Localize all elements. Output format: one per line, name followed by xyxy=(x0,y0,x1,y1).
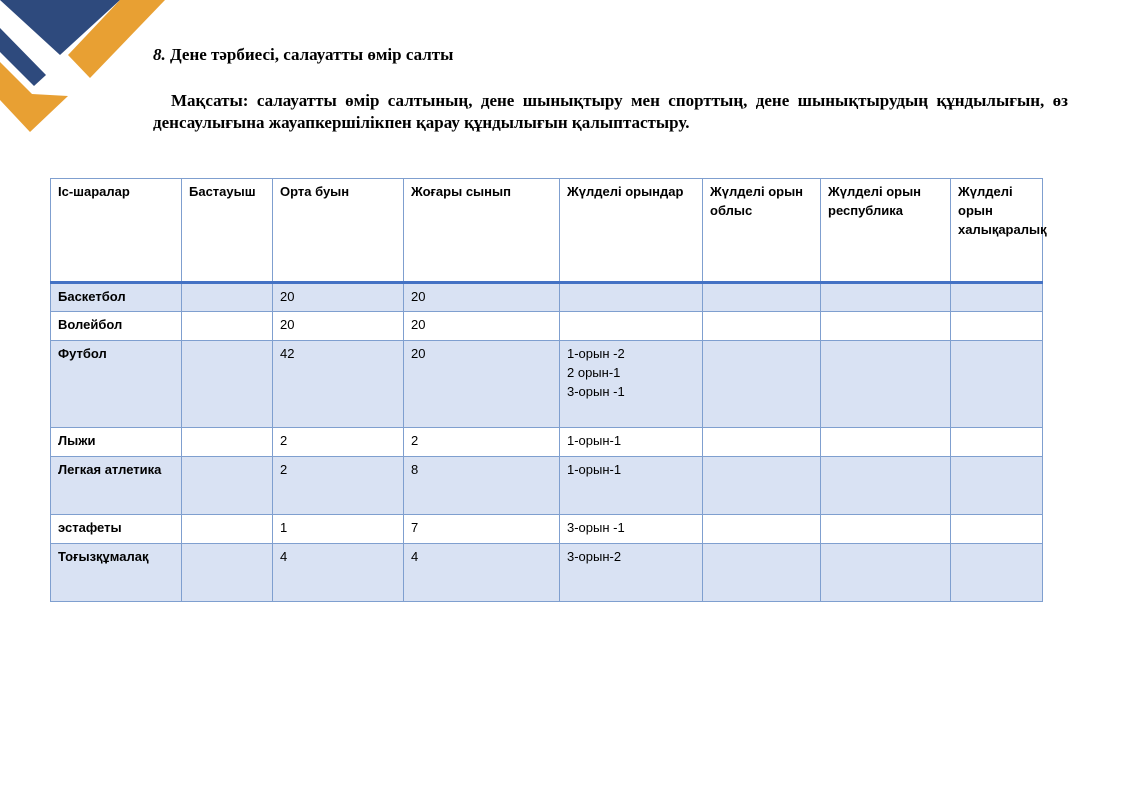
prize-line: 1-орын-1 xyxy=(567,433,622,448)
primary-cell xyxy=(182,341,273,428)
senior-cell: 20 xyxy=(404,283,560,312)
event-name: Лыжи xyxy=(51,428,182,457)
prize-line: 3-орын -1 xyxy=(567,384,625,399)
region-cell xyxy=(703,341,821,428)
table-row xyxy=(51,428,1043,457)
republic-cell xyxy=(821,428,951,457)
international-cell xyxy=(951,283,1043,312)
middle-cell: 4 xyxy=(273,544,404,602)
table-row xyxy=(51,312,1043,341)
international-cell xyxy=(951,457,1043,515)
senior-cell: 4 xyxy=(404,544,560,602)
goal-paragraph xyxy=(153,90,1068,134)
international-cell xyxy=(951,428,1043,457)
col-header-international: Жүлделі орын халықаралық xyxy=(951,179,1043,283)
republic-cell xyxy=(821,341,951,428)
primary-cell xyxy=(182,312,273,341)
middle-cell: 42 xyxy=(273,341,404,428)
prize-line: 1-орын-1 xyxy=(567,462,622,477)
col-header-republic: Жүлделі орын республика xyxy=(821,179,951,283)
table-row xyxy=(51,341,1043,428)
prize-line: 1-орын -2 xyxy=(567,346,625,361)
section-number: 8. xyxy=(153,45,166,64)
primary-cell xyxy=(182,283,273,312)
prizes-cell xyxy=(560,341,703,428)
event-name: Легкая атлетика xyxy=(51,457,182,515)
event-name: Волейбол xyxy=(51,312,182,341)
col-header-senior: Жоғары сынып xyxy=(404,179,560,283)
prizes-cell xyxy=(560,457,703,515)
table-row xyxy=(51,544,1043,602)
senior-cell: 7 xyxy=(404,515,560,544)
prizes-cell xyxy=(560,515,703,544)
table-row xyxy=(51,457,1043,515)
senior-cell: 8 xyxy=(404,457,560,515)
middle-cell: 2 xyxy=(273,457,404,515)
region-cell xyxy=(703,457,821,515)
prizes-cell xyxy=(560,283,703,312)
corner-decoration xyxy=(0,0,170,140)
middle-cell: 1 xyxy=(273,515,404,544)
col-header-region: Жүлделі орын облыс xyxy=(703,179,821,283)
international-cell xyxy=(951,544,1043,602)
middle-cell: 20 xyxy=(273,312,404,341)
senior-cell: 2 xyxy=(404,428,560,457)
col-header-prizes: Жүлделі орындар xyxy=(560,179,703,283)
prize-line: 3-орын -1 xyxy=(567,520,625,535)
col-header-primary: Бастауыш xyxy=(182,179,273,283)
sports-results-table xyxy=(50,178,1047,602)
col-header-middle: Орта буын xyxy=(273,179,404,283)
event-name: эстафеты xyxy=(51,515,182,544)
prize-line: 3-орын-2 xyxy=(567,549,622,564)
republic-cell xyxy=(821,544,951,602)
international-cell xyxy=(951,515,1043,544)
senior-cell: 20 xyxy=(404,341,560,428)
region-cell xyxy=(703,428,821,457)
prizes-cell xyxy=(560,544,703,602)
primary-cell xyxy=(182,544,273,602)
international-cell xyxy=(951,341,1043,428)
primary-cell xyxy=(182,515,273,544)
international-cell xyxy=(951,312,1043,341)
event-name: Футбол xyxy=(51,341,182,428)
region-cell xyxy=(703,515,821,544)
region-cell xyxy=(703,544,821,602)
middle-cell: 20 xyxy=(273,283,404,312)
prizes-cell xyxy=(560,312,703,341)
republic-cell xyxy=(821,457,951,515)
goal-text: салауатты өмір салтының, дене шынықтыру мен спорттың, дене шынықтырудың құндылығын, өз денсаулығына жауапкершілікпен қарау құндылығын қалыптастыру. xyxy=(153,91,1069,132)
prize-line: 2 орын-1 xyxy=(567,365,621,380)
republic-cell xyxy=(821,515,951,544)
senior-cell: 20 xyxy=(404,312,560,341)
event-name: Баскетбол xyxy=(51,283,182,312)
prizes-cell xyxy=(560,428,703,457)
section-heading xyxy=(153,45,453,65)
section-title: Дене тәрбиесі, салауатты өмір салты xyxy=(170,45,454,64)
republic-cell xyxy=(821,312,951,341)
table-header-row xyxy=(51,179,1043,283)
region-cell xyxy=(703,312,821,341)
primary-cell xyxy=(182,457,273,515)
goal-label: Мақсаты: xyxy=(171,91,249,110)
event-name: Тоғызқұмалақ xyxy=(51,544,182,602)
middle-cell: 2 xyxy=(273,428,404,457)
table-row xyxy=(51,283,1043,312)
region-cell xyxy=(703,283,821,312)
table-row xyxy=(51,515,1043,544)
republic-cell xyxy=(821,283,951,312)
primary-cell xyxy=(182,428,273,457)
col-header-event: Іс-шаралар xyxy=(51,179,182,283)
